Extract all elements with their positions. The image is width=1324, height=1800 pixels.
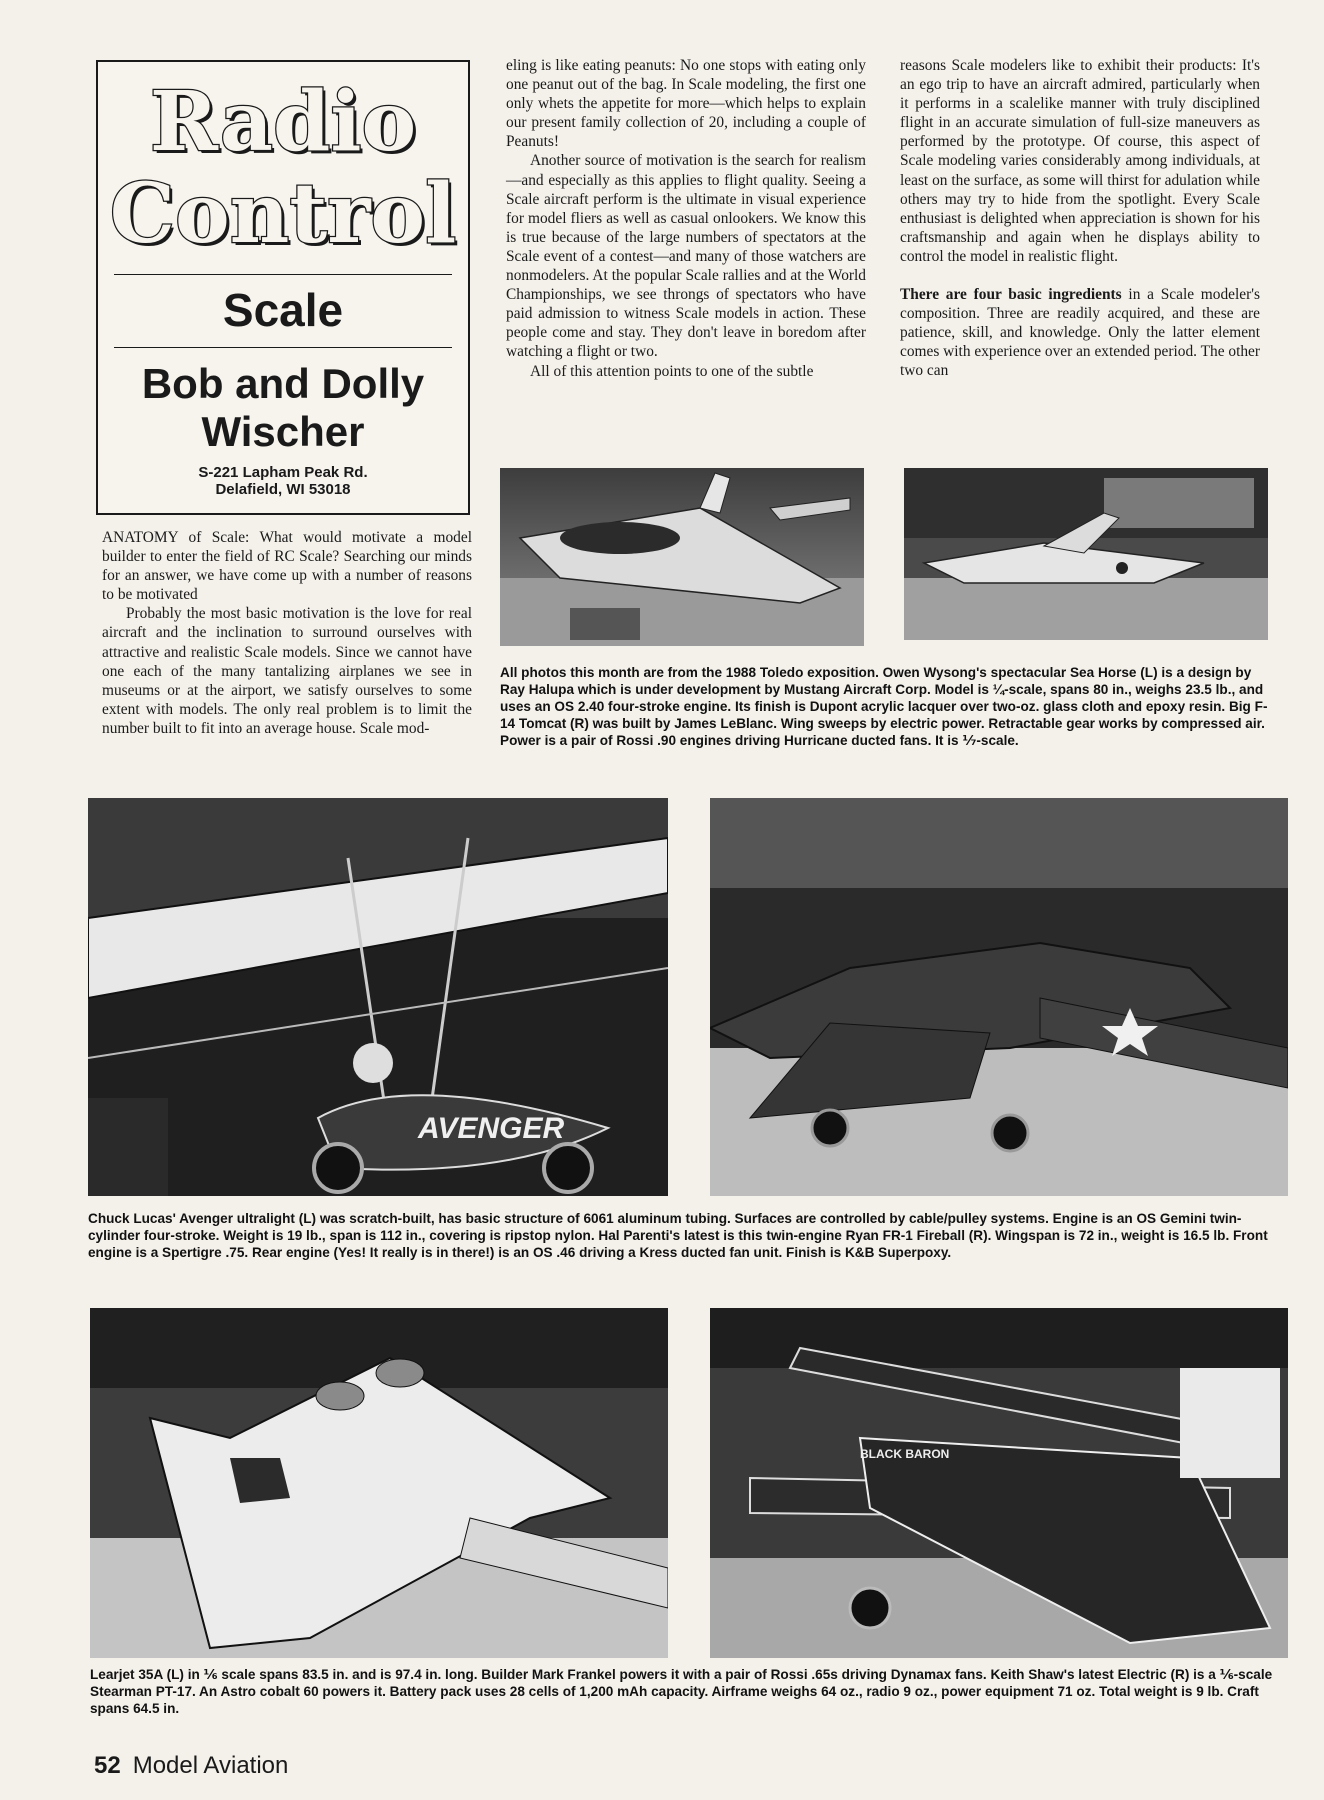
photo-avenger-ultralight: [88, 798, 668, 1196]
article-paragraph: eling is like eating peanuts: No one stops with eating only one peanut out of the bag. In Scale modeling, the first one only whets the appetite for more—which helps to explain our present family collection of 20, including a couple of Peanuts!: [506, 57, 866, 151]
article-column-2: [506, 56, 866, 381]
department-subtitle: Scale: [222, 284, 344, 336]
avenger-decal-text: AVENGER: [418, 1112, 565, 1145]
article-paragraph: All of this attention points to one of the subtle: [530, 362, 814, 380]
photo-stearman-pt17: [710, 1308, 1288, 1658]
article-paragraph: [900, 285, 1260, 380]
article-paragraph: ANATOMY of Scale: What would motivate a model builder to enter the field of RC Scale? Searching our minds for an answer, we have come up with a number of reasons to be motivated: [102, 529, 472, 604]
photo-caption-bottom: Learjet 35A (L) in ⅙ scale spans 83.5 in. and is 97.4 in. long. Builder Mark Frankel powers it with a pair of Rossi .65s driving Dynamax fans. Keith Shaw's latest Electric (R) is a ⅙-scale Stearman PT-17. An Astro cobalt 60 powers it. Battery pack uses 28 cells of 1,200 mAh capacity. Airframe weighs 64 oz., radio 9 oz., power equipment 71 oz. Total weight is 9 lb. Craft spans 64.5 in.: [90, 1667, 1273, 1716]
header-rule-bottom: [114, 347, 452, 348]
article-column-1: [102, 528, 472, 738]
photo-sea-horse: [500, 468, 864, 646]
page-number: 52: [94, 1752, 121, 1779]
page-footer: [94, 1752, 288, 1780]
author-address-line2: Delafield, WI 53018: [215, 481, 351, 498]
author-address-line1: S-221 Lapham Peak Rd.: [198, 464, 368, 481]
paragraph-lead-in: There are four basic ingredients: [900, 286, 1122, 304]
paragraph-body: in a Scale modeler's composition. Three are readily acquired, and these are patience, skill, and knowledge. Only the latter element comes with experience over an extended period. The other two can: [900, 286, 1260, 380]
article-column-3: [900, 56, 1260, 381]
magazine-name: Model Aviation: [132, 1752, 289, 1779]
article-paragraph: reasons Scale modelers like to exhibit their products: It's an ego trip to have an aircraft admired, particularly when it performs in a scalelike manner with truly disciplined flight in an accurate simulation of full-size maneuvers as performed by the prototype. Of course, this aspect of Scale modeling varies considerably among individuals, at least on the surface, as some will thirst for adulation while others may try to hide from the spotlight. Every Scale enthusiast is delighted when appreciation is shown for his craftsmanship and again when he displays ability to control the model in realistic flight.: [900, 57, 1260, 265]
department-title-radio: Radio: [149, 74, 417, 170]
article-paragraph: Probably the most basic motivation is the love for real aircraft and the inclination to surround ourselves with attractive and realistic Scale models. Since we cannot have one each of the many tantalizing airplanes we see in museums or at the airport, we satisfy ourselves to some extent with models. The only real problem is to limit the number built to fit into an average house. Scale mod-: [102, 605, 472, 737]
author-name-line1: Bob and Dolly: [141, 360, 425, 407]
black-baron-decal-text: BLACK BARON: [860, 1447, 950, 1461]
department-header-box: [96, 60, 470, 515]
author-name-line2: Wischer: [201, 408, 365, 455]
photo-ryan-fireball: [710, 798, 1288, 1196]
photo-caption-top: All photos this month are from the 1988 Toledo exposition. Owen Wysong's spectacular Sea Horse (L) is a design by Ray Halupa which is under development by Mustang Aircraft Corp. Model is ¼-scale, spans 80 in., weighs 23.5 lb., and uses an OS 2.40 four-stroke engine. Its finish is Dupont acrylic lacquer over two-oz. glass cloth and epoxy resin. Big F-14 Tomcat (R) was built by James LeBlanc. Wing sweeps by electric power. Retractable gear works by compressed air. Power is a pair of Rossi .90 engines driving Hurricane ducted fans. It is ⅐-scale.: [500, 665, 1268, 748]
photo-caption-middle: Chuck Lucas' Avenger ultralight (L) was scratch-built, has basic structure of 6061 aluminum tubing. Surfaces are controlled by cable/pulley systems. Engine is an OS Gemini twin-cylinder four-stroke. Weight is 19 lb., span is 112 in., covering is ripstop nylon. Hal Parenti's latest is this twin-engine Ryan FR-1 Fireball (R). Wingspan is 72 in., weight is 16.5 lb. Front engine is a Spertigre .75. Rear engine (Yes! It really is in there!) is an OS .46 driving a Kress ducted fan unit. Finish is K&B Superpoxy.: [88, 1211, 1268, 1260]
department-title-control: Control: [109, 166, 457, 262]
photo-learjet: [90, 1308, 668, 1658]
photo-f14-tomcat: [904, 468, 1268, 640]
article-paragraph: Another source of motivation is the search for realism—and especially as this applies to flight quality. Seeing a Scale aircraft perform is the ultimate in visual experience for model fliers as well as casual onlookers. We know this is true because of the large numbers of spectators at the Scale event of a contest—and many of those watchers are nonmodelers. At the popular Scale rallies and at the World Championships, we see throngs of spectators who have paid admission to witness Scale models in action. These people come and stay. They don't leave in boredom after watching a flight or two.: [506, 152, 866, 361]
